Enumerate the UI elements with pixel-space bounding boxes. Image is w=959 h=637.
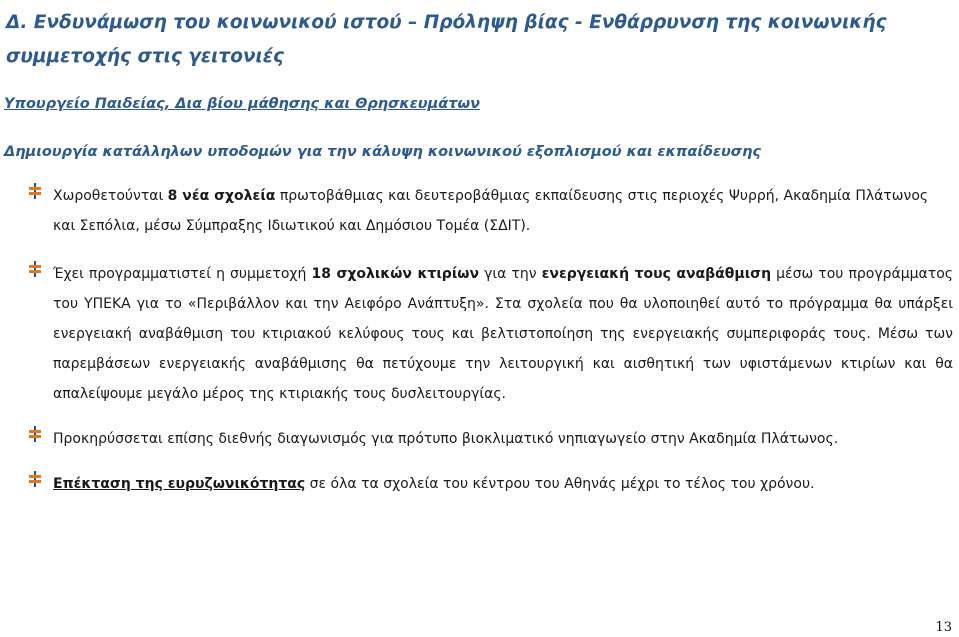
bullet-text-plain: σε όλα τα σχολεία του κέντρου του Αθηνάς μέχρι το τέλος του χρόνου.	[305, 476, 815, 492]
page-number: 13	[935, 620, 952, 635]
bullet-text-bold: 8 νέα σχολεία	[167, 188, 276, 204]
section-title: Δ. Ενδυνάμωση του κοινωνικού ιστού – Πρόληψη βίας - Ενθάρρυνση της κοινωνικής συμμετοχής στις γειτονιές	[6, 12, 887, 67]
bullet-item	[27, 469, 953, 499]
bullet-item	[27, 259, 953, 409]
pin-bullet-icon	[27, 471, 43, 487]
bullet-item	[27, 424, 953, 454]
bullet-text	[53, 181, 953, 241]
bullet-item	[27, 181, 953, 241]
bullet-text	[53, 259, 953, 409]
bullet-text-plain: μέσω του προγράμματος του ΥΠΕΚΑ για το «Περιβάλλον και την Αειφόρο Ανάπτυξη». Στα σχολεία που θα υλοποιηθεί αυτό το πρόγραμμα θα υπάρξει ενεργειακή αναβάθμιση του κτιριακού κελύφους τους και βελτιστοποίηση της ενεργειακής συμπεριφοράς τους. Μέσω των παρεμβάσεων ενεργειακής αναβάθμισης θα πετύχουμε την λειτουργική και αισθητική των υφιστάμενων κτιρίων και θα απαλείψουμε μεγάλο μέρος της κτιριακής τους δυσλειτουργίας.	[53, 266, 953, 402]
pin-bullet-icon	[27, 183, 43, 199]
bullet-text	[53, 469, 953, 499]
bullet-text-plain: Έχει προγραμματιστεί η συμμετοχή	[53, 266, 312, 282]
pin-bullet-icon	[27, 261, 43, 277]
ministry-heading: Υπουργείο Παιδείας, Δια βίου μάθησης και Θρησκευμάτων	[4, 96, 480, 112]
bullet-text-plain: για την	[478, 266, 542, 282]
pin-bullet-icon	[27, 426, 43, 442]
bullet-text-bold-underlined: Επέκταση της ευρυζωνικότητας	[53, 476, 306, 492]
bullet-text-bold: 18 σχολικών κτιρίων	[311, 266, 479, 282]
bullet-text: Προκηρύσσεται επίσης διεθνής διαγωνισμός για πρότυπο βιοκλιματικό νηπιαγωγείο στην Ακαδημία Πλάτωνος.	[53, 431, 839, 447]
bullet-text-plain: Χωροθετούνται	[53, 188, 168, 204]
subheading: Δημιουργία κατάλληλων υποδομών για την κάλυψη κοινωνικού εξοπλισμού και εκπαίδευσης	[4, 144, 762, 160]
bullet-text-bold: ενεργειακή τους αναβάθμιση	[541, 266, 772, 282]
bullet-text-plain: πρωτοβάθμιας και δευτεροβάθμιας εκπαίδευσης στις περιοχές Ψυρρή, Ακαδημία Πλάτωνος και Σεπόλια, μέσω Σύμπραξης Ιδιωτικού και Δημόσιου Τομέα (ΣΔΙΤ).	[53, 188, 929, 234]
